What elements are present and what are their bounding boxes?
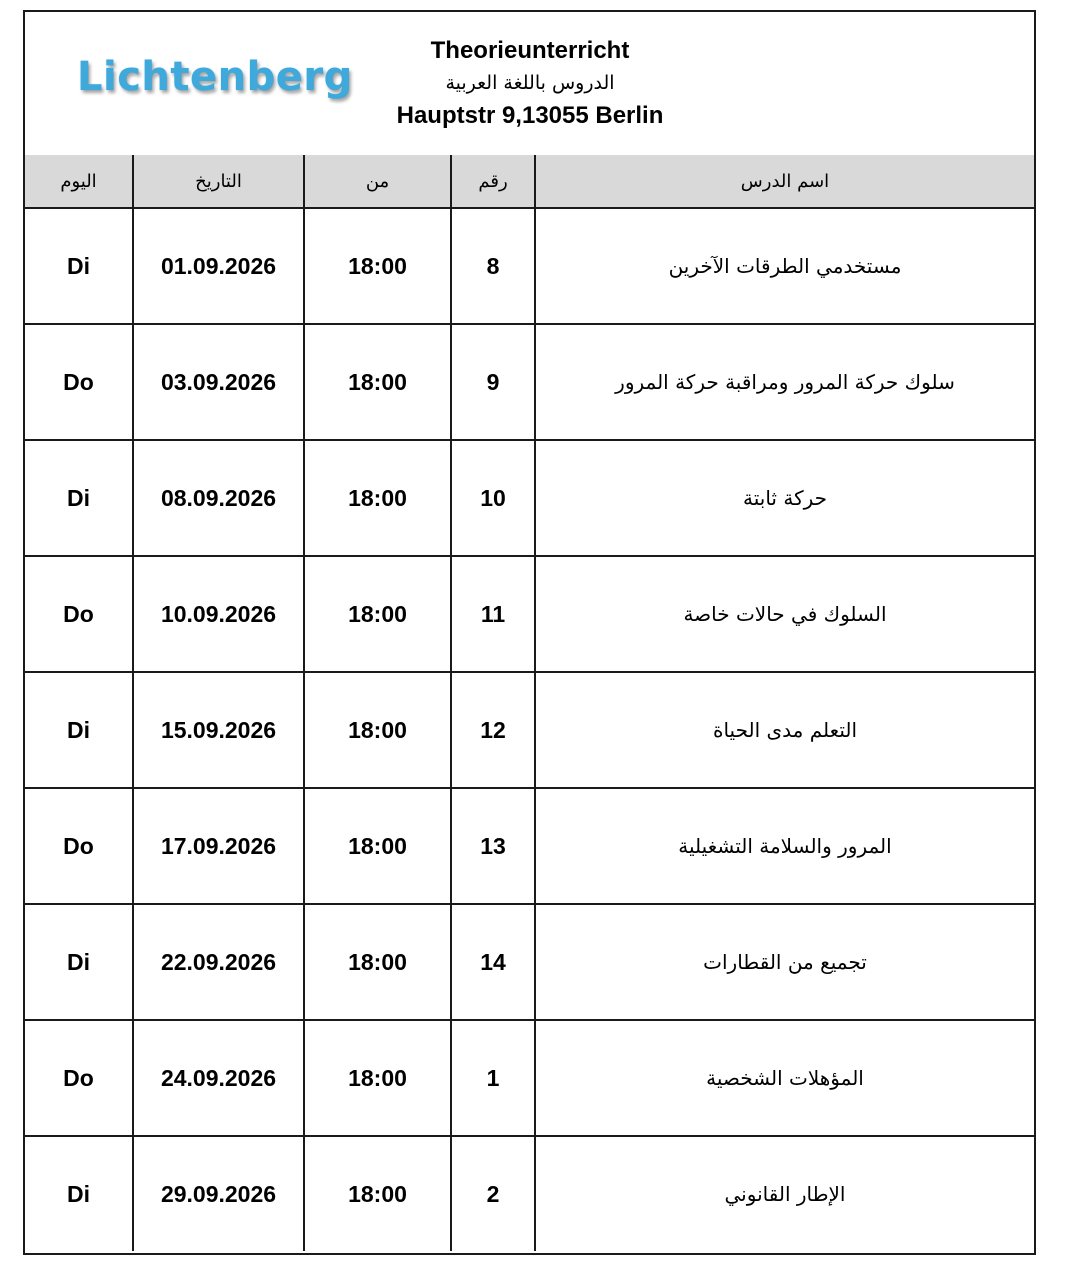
cell-date: 01.09.2026	[133, 208, 304, 324]
cell-from: 18:00	[304, 788, 451, 904]
cell-day: Di	[25, 904, 133, 1020]
cell-day: Do	[25, 788, 133, 904]
cell-day: Do	[25, 556, 133, 672]
cell-date: 15.09.2026	[133, 672, 304, 788]
cell-day: Do	[25, 324, 133, 440]
cell-date: 22.09.2026	[133, 904, 304, 1020]
cell-from: 18:00	[304, 1136, 451, 1251]
cell-lesson: تجميع من القطارات	[535, 904, 1034, 1020]
cell-from: 18:00	[304, 904, 451, 1020]
cell-number: 13	[451, 788, 535, 904]
table-header-row	[25, 155, 1034, 208]
column-header-number: رقم	[451, 155, 535, 208]
cell-date: 24.09.2026	[133, 1020, 304, 1136]
cell-date: 03.09.2026	[133, 324, 304, 440]
schedule-sheet	[23, 10, 1036, 1255]
table-row	[25, 208, 1034, 324]
cell-lesson: سلوك حركة المرور ومراقبة حركة المرور	[535, 324, 1034, 440]
cell-from: 18:00	[304, 208, 451, 324]
cell-from: 18:00	[304, 672, 451, 788]
table-row	[25, 904, 1034, 1020]
column-header-lesson: اسم الدرس	[535, 155, 1034, 208]
cell-day: Di	[25, 672, 133, 788]
cell-date: 08.09.2026	[133, 440, 304, 556]
cell-number: 2	[451, 1136, 535, 1251]
address: Hauptstr 9,13055 Berlin	[396, 102, 664, 129]
cell-from: 18:00	[304, 324, 451, 440]
cell-day: Di	[25, 440, 133, 556]
cell-number: 9	[451, 324, 535, 440]
cell-number: 10	[451, 440, 535, 556]
cell-number: 12	[451, 672, 535, 788]
cell-from: 18:00	[304, 556, 451, 672]
cell-lesson: السلوك في حالات خاصة	[535, 556, 1034, 672]
cell-lesson: الإطار القانوني	[535, 1136, 1034, 1251]
cell-number: 1	[451, 1020, 535, 1136]
lichtenberg-logo: Lichtenberg	[77, 54, 353, 100]
table-row	[25, 556, 1034, 672]
table-row	[25, 1020, 1034, 1136]
cell-day: Do	[25, 1020, 133, 1136]
table-row	[25, 788, 1034, 904]
column-header-day: اليوم	[25, 155, 133, 208]
cell-number: 14	[451, 904, 535, 1020]
schedule-table	[25, 155, 1034, 1251]
table-row	[25, 672, 1034, 788]
cell-day: Di	[25, 1136, 133, 1251]
table-row	[25, 1136, 1034, 1251]
cell-lesson: حركة ثابتة	[535, 440, 1034, 556]
cell-date: 17.09.2026	[133, 788, 304, 904]
document-title: Theorieunterricht	[430, 37, 630, 64]
column-header-date: التاريخ	[133, 155, 304, 208]
table-row	[25, 440, 1034, 556]
cell-lesson: التعلم مدى الحياة	[535, 672, 1034, 788]
cell-number: 8	[451, 208, 535, 324]
cell-day: Di	[25, 208, 133, 324]
document-header	[25, 12, 1034, 157]
document-subtitle: الدروس باللغة العربية	[445, 72, 615, 94]
cell-from: 18:00	[304, 440, 451, 556]
cell-lesson: المؤهلات الشخصية	[535, 1020, 1034, 1136]
cell-number: 11	[451, 556, 535, 672]
cell-date: 29.09.2026	[133, 1136, 304, 1251]
column-header-from: من	[304, 155, 451, 208]
table-row	[25, 324, 1034, 440]
cell-lesson: مستخدمي الطرقات الآخرين	[535, 208, 1034, 324]
cell-date: 10.09.2026	[133, 556, 304, 672]
cell-lesson: المرور والسلامة التشغيلية	[535, 788, 1034, 904]
cell-from: 18:00	[304, 1020, 451, 1136]
title-block	[325, 34, 735, 134]
